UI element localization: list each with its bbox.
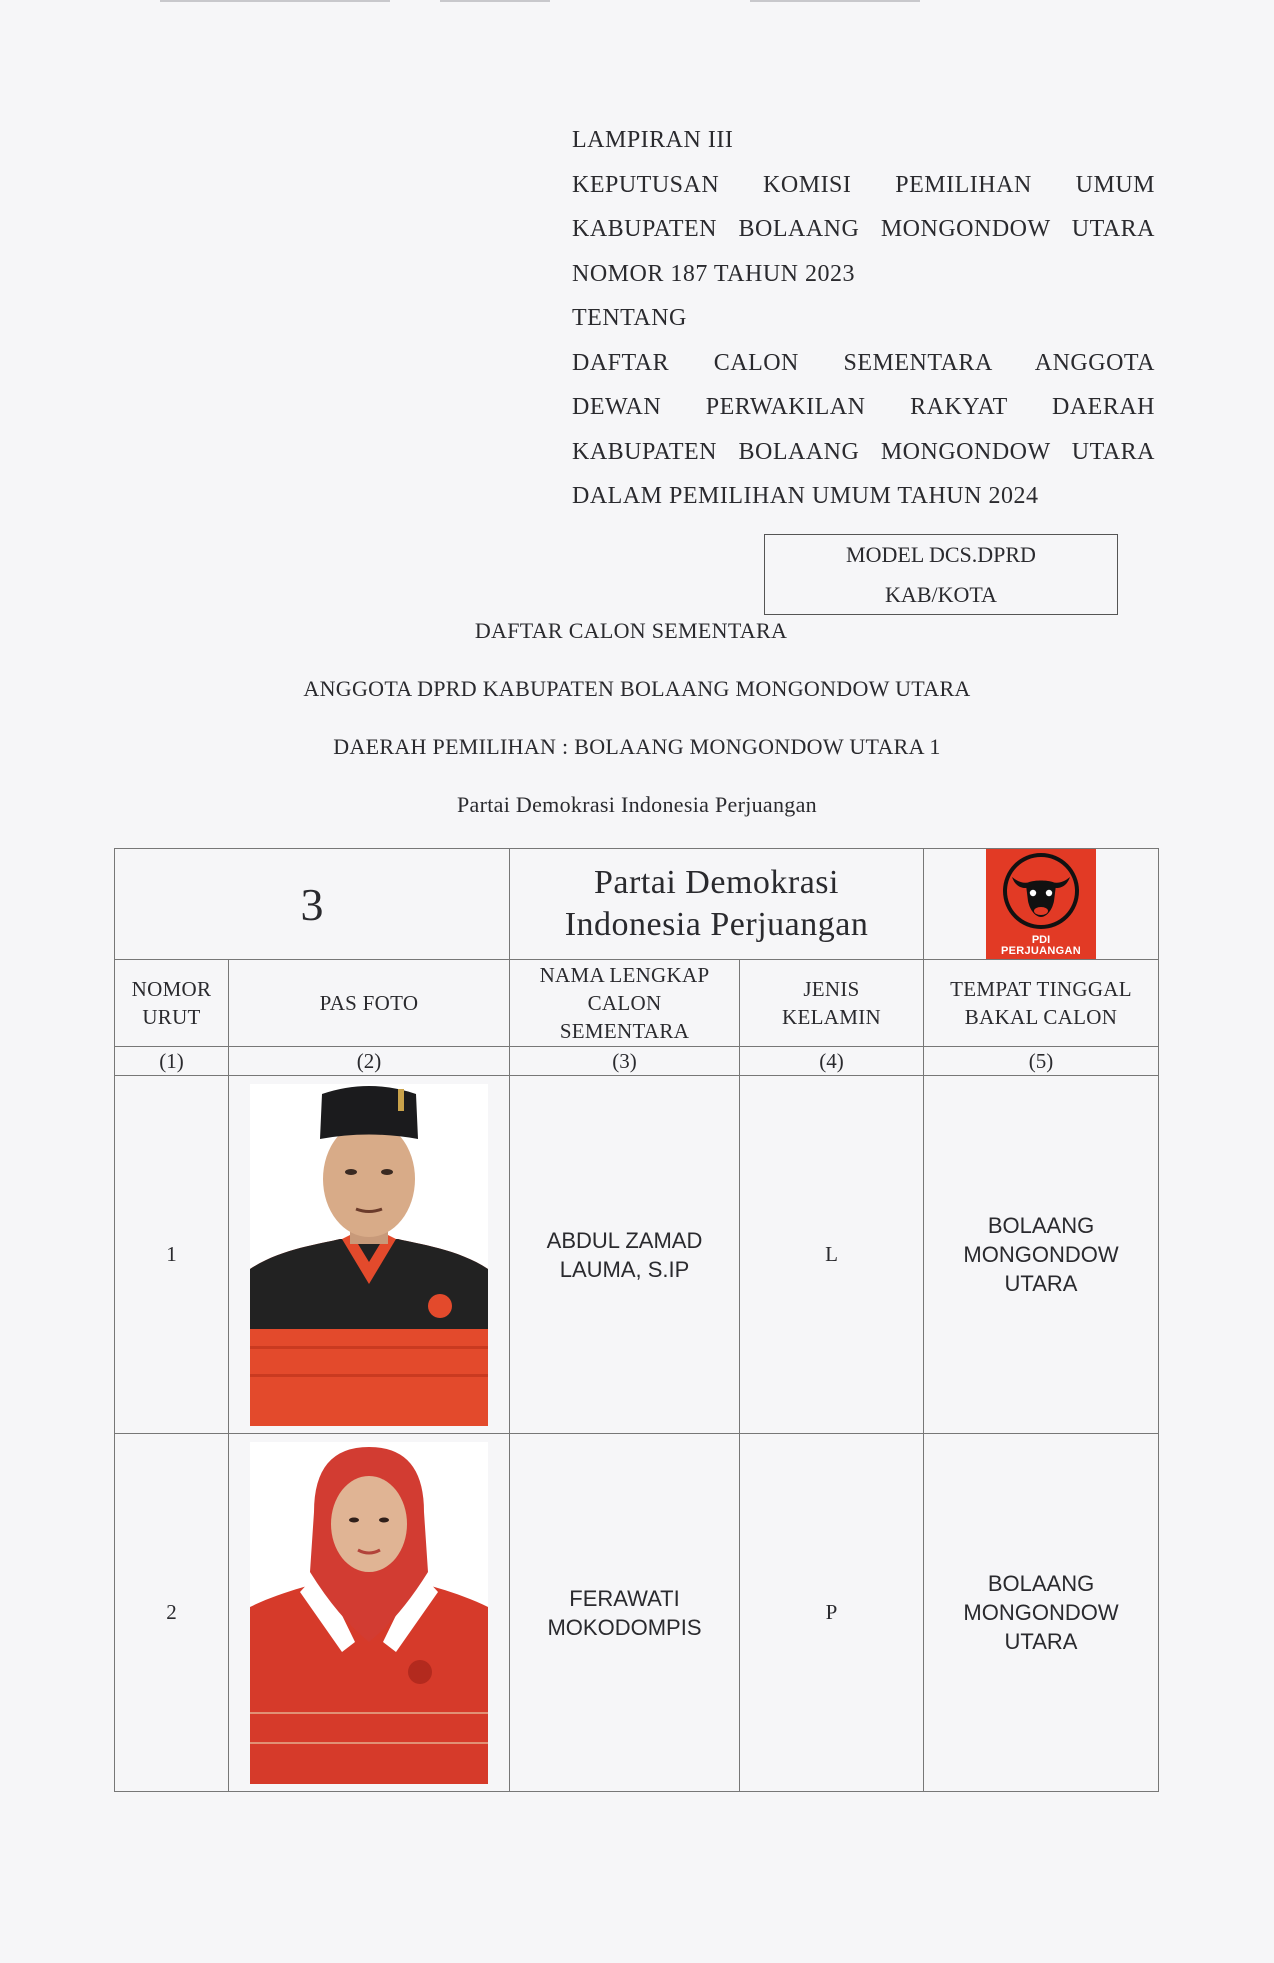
title-partai: Partai Demokrasi Indonesia Perjuangan bbox=[457, 792, 817, 817]
col-header-jenis-line-1: JENIS bbox=[803, 977, 860, 1001]
col-number-4: (4) bbox=[740, 1047, 924, 1076]
col-header-nama-line-2: CALON bbox=[587, 991, 662, 1015]
party-name-line-1: Partai Demokrasi bbox=[594, 864, 839, 901]
title-daftar: DAFTAR CALON SEMENTARA bbox=[474, 618, 788, 643]
col-number-1: (1) bbox=[115, 1047, 229, 1076]
col-header-nama-line-3: SEMENTARA bbox=[559, 1019, 690, 1043]
title-anggota: ANGGOTA DPRD KABUPATEN BOLAANG MONGONDOW UTARA bbox=[303, 676, 971, 701]
row-1-photo-cell bbox=[229, 1076, 510, 1434]
row-1-nomor: 1 bbox=[115, 1076, 229, 1434]
col-header-tempat-line-2: BAKAL CALON bbox=[964, 1005, 1118, 1029]
candidate-photo-2 bbox=[250, 1442, 488, 1784]
col-header-nomor-line-1: NOMOR bbox=[131, 977, 212, 1001]
col-number-5: (5) bbox=[924, 1047, 1159, 1076]
party-number: 3 bbox=[115, 849, 510, 960]
col-header-jenis bbox=[740, 960, 924, 1047]
row-1-place-line-2: MONGONDOW bbox=[963, 1242, 1119, 1267]
header-row bbox=[115, 960, 1159, 1047]
row-1-name bbox=[510, 1076, 740, 1434]
header-line-pemilu: DALAM PEMILIHAN UMUM TAHUN 2024 bbox=[572, 483, 1039, 509]
col-header-tempat-line-1: TEMPAT TINGGAL bbox=[950, 977, 1132, 1001]
row-2-nomor: 2 bbox=[115, 1434, 229, 1792]
party-row bbox=[115, 849, 1159, 960]
row-1-place bbox=[924, 1076, 1159, 1434]
header-line-tentang: TENTANG bbox=[572, 305, 687, 331]
row-2-name-line-2: MOKODOMPIS bbox=[547, 1614, 702, 1640]
table-row bbox=[115, 1076, 1159, 1434]
row-1-sex: L bbox=[740, 1076, 924, 1434]
header-line-kabupaten: KABUPATEN BOLAANG MONGONDOW UTARA bbox=[572, 216, 1155, 242]
candidate-photo-1 bbox=[250, 1084, 488, 1426]
pdi-perjuangan-logo bbox=[986, 849, 1096, 959]
row-2-sex: P bbox=[740, 1434, 924, 1792]
column-number-row bbox=[115, 1047, 1159, 1076]
row-1-place-line-3: UTARA bbox=[1004, 1271, 1078, 1296]
col-header-nomor bbox=[115, 960, 229, 1047]
candidate-table bbox=[114, 848, 1159, 1792]
header-line-keputusan: KEPUTUSAN KOMISI PEMILIHAN UMUM bbox=[572, 171, 1155, 198]
title-dapil: DAERAH PEMILIHAN : BOLAANG MONGONDOW UTARA 1 bbox=[333, 734, 941, 759]
row-1-place-line-1: BOLAANG bbox=[987, 1213, 1095, 1238]
row-2-place-line-2: MONGONDOW bbox=[963, 1600, 1119, 1625]
logo-text-pdi: PDI bbox=[1031, 934, 1051, 946]
table-row bbox=[115, 1434, 1159, 1792]
row-1-name-line-1: ABDUL ZAMAD bbox=[546, 1227, 703, 1253]
header-line-dewan: DEWAN PERWAKILAN RAKYAT DAERAH bbox=[572, 394, 1155, 420]
model-line-2: KAB/KOTA bbox=[885, 582, 997, 607]
col-header-nama-line-1: NAMA LENGKAP bbox=[539, 963, 710, 987]
party-name bbox=[510, 849, 924, 960]
header-line-daftar: DAFTAR CALON SEMENTARA ANGGOTA bbox=[572, 349, 1155, 376]
row-2-name bbox=[510, 1434, 740, 1792]
header-line-nomor: NOMOR 187 TAHUN 2023 bbox=[572, 260, 855, 287]
col-header-nama bbox=[510, 960, 740, 1047]
col-header-nomor-line-2: URUT bbox=[142, 1005, 201, 1029]
header-block bbox=[572, 118, 1155, 519]
row-2-photo-cell bbox=[229, 1434, 510, 1792]
row-1-name-line-2: LAUMA, S.IP bbox=[559, 1256, 690, 1282]
model-box bbox=[764, 534, 1118, 615]
col-header-jenis-line-2: KELAMIN bbox=[782, 1005, 881, 1029]
header-line-kabupaten-2: KABUPATEN BOLAANG MONGONDOW UTARA bbox=[572, 438, 1155, 465]
col-number-2: (2) bbox=[229, 1047, 510, 1076]
party-logo-cell bbox=[924, 849, 1159, 960]
col-header-tempat bbox=[924, 960, 1159, 1047]
row-2-place bbox=[924, 1434, 1159, 1792]
col-header-foto: PAS FOTO bbox=[229, 960, 510, 1047]
row-2-place-line-3: UTARA bbox=[1004, 1629, 1078, 1654]
model-line-1: MODEL DCS.DPRD bbox=[846, 542, 1036, 567]
row-2-name-line-1: FERAWATI bbox=[569, 1585, 680, 1611]
col-number-3: (3) bbox=[510, 1047, 740, 1076]
logo-text-perjuangan: PERJUANGAN bbox=[1001, 945, 1082, 957]
header-line-lampiran: LAMPIRAN III bbox=[572, 127, 734, 153]
row-2-place-line-1: BOLAANG bbox=[987, 1571, 1095, 1596]
party-name-line-2: Indonesia Perjuangan bbox=[564, 906, 869, 943]
